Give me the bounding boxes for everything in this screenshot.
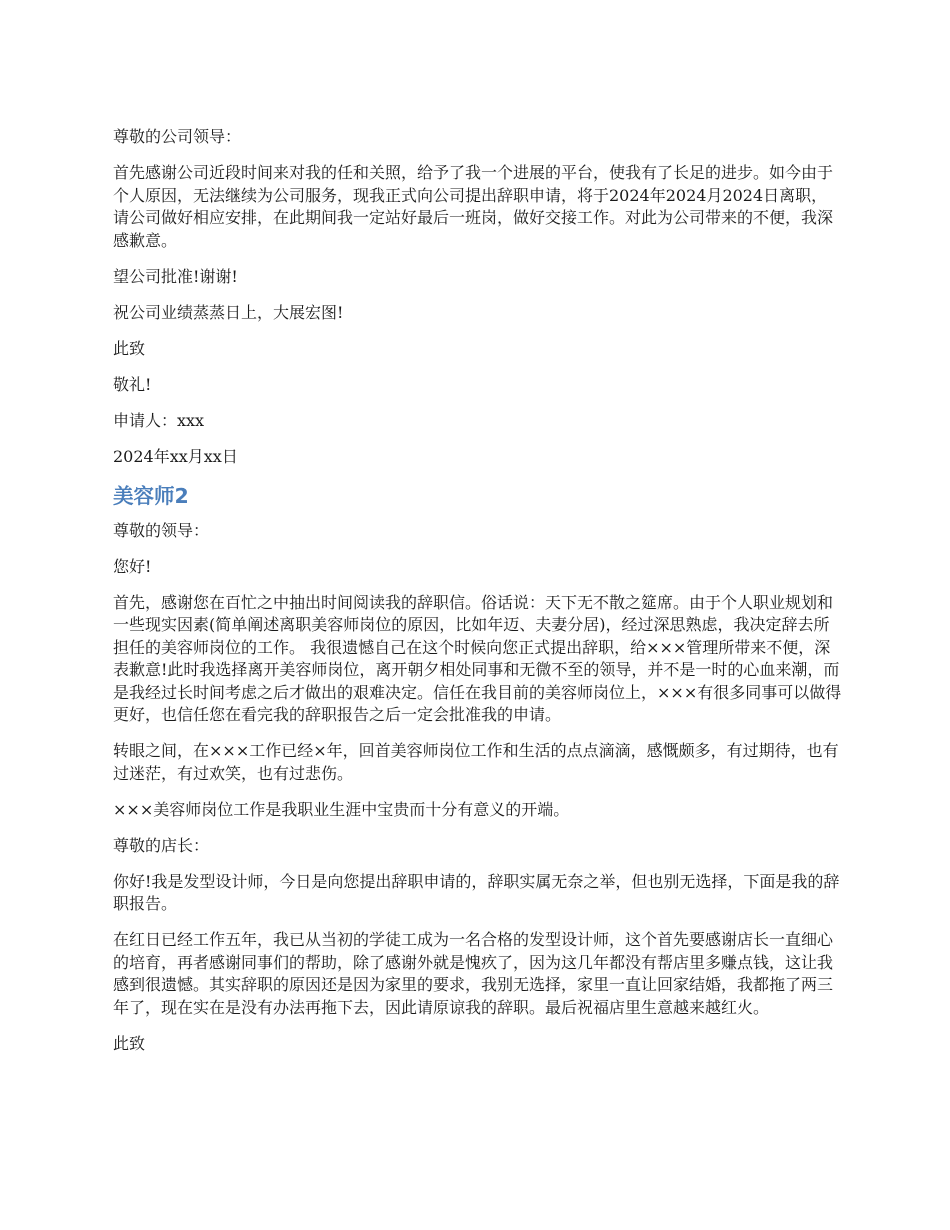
letter3-paragraph-1: 你好!我是发型设计师，今日是向您提出辞职申请的，辞职实属无奈之举，但也别无选择，下面是我的辞职报告。 bbox=[113, 871, 840, 913]
section-heading: 美容师2 bbox=[113, 483, 189, 508]
letter2-greeting: 您好! bbox=[113, 556, 152, 576]
letter2-paragraph-2: 转眼之间，在×××工作已经×年，回首美容师岗位工作和生活的点点滴滴，感慨颇多，有过期待，也有过迷茫，有过欢笑，也有过悲伤。 bbox=[113, 741, 839, 783]
letter-1 bbox=[113, 126, 843, 468]
letter2-salutation: 尊敬的领导： bbox=[113, 520, 210, 540]
letter1-regards: 敬礼! bbox=[113, 374, 152, 394]
letter1-wish: 祝公司业绩蒸蒸日上，大展宏图! bbox=[113, 302, 344, 322]
letter2-paragraph-1: 首先，感谢您在百忙之中抽出时间阅读我的辞职信。俗话说：天下无不散之筵席。由于个人职业规划和一些现实因素(简单阐述离职美容师岗位的原因，比如年迈、夫妻分居)，经过深思熟虑，我决定辞去所担任的美容师岗位的工作。 我很遗憾自己在这个时候向您正式提出辞职，给×××管理所带来不便，深表歉意!此时我选择离开美容师岗位，离开朝夕相处同事和无微不至的领导，并不是一时的心血来潮，而是我经过长时间考虑之后才做出的艰难决定。信任在我目前的美容师岗位上，×××有很多同事可以做得更好，也信任您在看完我的辞职报告之后一定会批准我的申请。 bbox=[113, 592, 842, 724]
letter1-salutation: 尊敬的公司领导： bbox=[113, 127, 242, 146]
letter1-body: 首先感谢公司近段时间来对我的任和关照，给予了我一个进展的平台，使我有了长足的进步。如今由于个人原因，无法继续为公司服务，现我正式向公司提出辞职申请，将于2024年2024月2024日离职，请公司做好相应安排，在此期间我一定站好最后一班岗，做好交接工作。对此为公司带来的不便，我深感歉意。 bbox=[113, 163, 834, 250]
document-page bbox=[113, 126, 843, 1069]
letter1-date: 2024年xx月xx日 bbox=[113, 446, 238, 466]
letter3-closing: 此致 bbox=[113, 1033, 146, 1053]
letter2-paragraph-3: ×××美容师岗位工作是我职业生涯中宝贵而十分有意义的开端。 bbox=[113, 799, 570, 819]
letter3-salutation: 尊敬的店长： bbox=[113, 835, 210, 855]
letter1-request: 望公司批准!谢谢! bbox=[113, 266, 238, 286]
letter-2 bbox=[113, 482, 843, 822]
letter-3 bbox=[113, 835, 843, 1056]
letter1-applicant: 申请人：xxx bbox=[113, 410, 205, 430]
letter1-closing: 此致 bbox=[113, 338, 146, 358]
letter3-paragraph-2: 在红日已经工作五年，我已从当初的学徒工成为一名合格的发型设计师，这个首先要感谢店长一直细心的培育，再者感谢同事们的帮助，除了感谢外就是愧疚了，因为这几年都没有帮店里多赚点钱，这让我感到很遗憾。其实辞职的原因还是因为家里的要求，我别无选择，家里一直让回家结婚，我都拖了两三年了，现在实在是没有办法再拖下去，因此请原谅我的辞职。最后祝福店里生意越来越红火。 bbox=[113, 930, 834, 1017]
